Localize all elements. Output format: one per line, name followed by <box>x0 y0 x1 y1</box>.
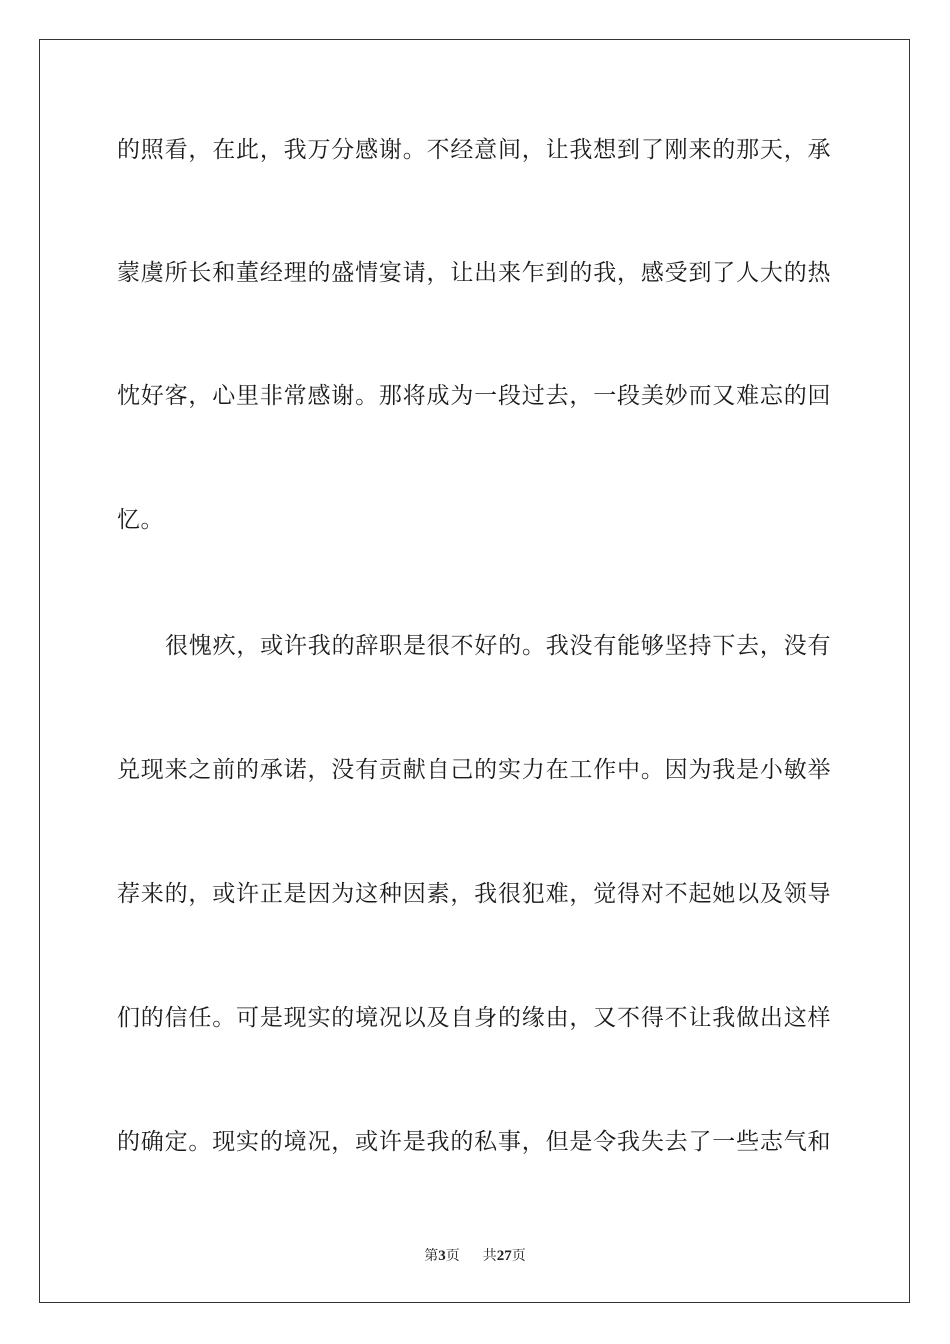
page-number <box>424 1246 460 1266</box>
body-line-7: 荐来的，或许正是因为这种因素，我很犯难，觉得对不起她以及领导 <box>117 881 831 907</box>
page-total <box>483 1246 526 1266</box>
page-prefix: 第 <box>424 1248 439 1264</box>
body-line-5: 很愧疚，或许我的辞职是很不好的。我没有能够坚持下去，没有 <box>165 633 831 659</box>
page-border <box>39 39 910 1303</box>
body-line-8: 们的信任。可是现实的境况以及自身的缘由，又不得不让我做出这样 <box>117 1005 831 1031</box>
body-line-3: 忱好客，心里非常感谢。那将成为一段过去，一段美妙而又难忘的回 <box>117 383 831 409</box>
total-suffix: 页 <box>511 1248 526 1264</box>
body-line-1: 的照看，在此，我万分感谢。不经意间，让我想到了刚来的那天，承 <box>117 137 831 163</box>
body-line-6: 兑现来之前的承诺，没有贡献自己的实力在工作中。因为我是小敏举 <box>117 757 831 783</box>
body-line-9: 的确定。现实的境况，或许是我的私事，但是令我失去了一些志气和 <box>117 1129 831 1155</box>
current-page: 3 <box>438 1248 446 1264</box>
page-footer <box>0 1246 950 1266</box>
total-pages: 27 <box>496 1248 512 1264</box>
page-suffix: 页 <box>445 1248 460 1264</box>
body-line-2: 蒙虞所长和董经理的盛情宴请，让出来乍到的我，感受到了人大的热 <box>117 260 831 286</box>
total-prefix: 共 <box>482 1248 497 1264</box>
body-line-4: 忆。 <box>117 507 164 533</box>
